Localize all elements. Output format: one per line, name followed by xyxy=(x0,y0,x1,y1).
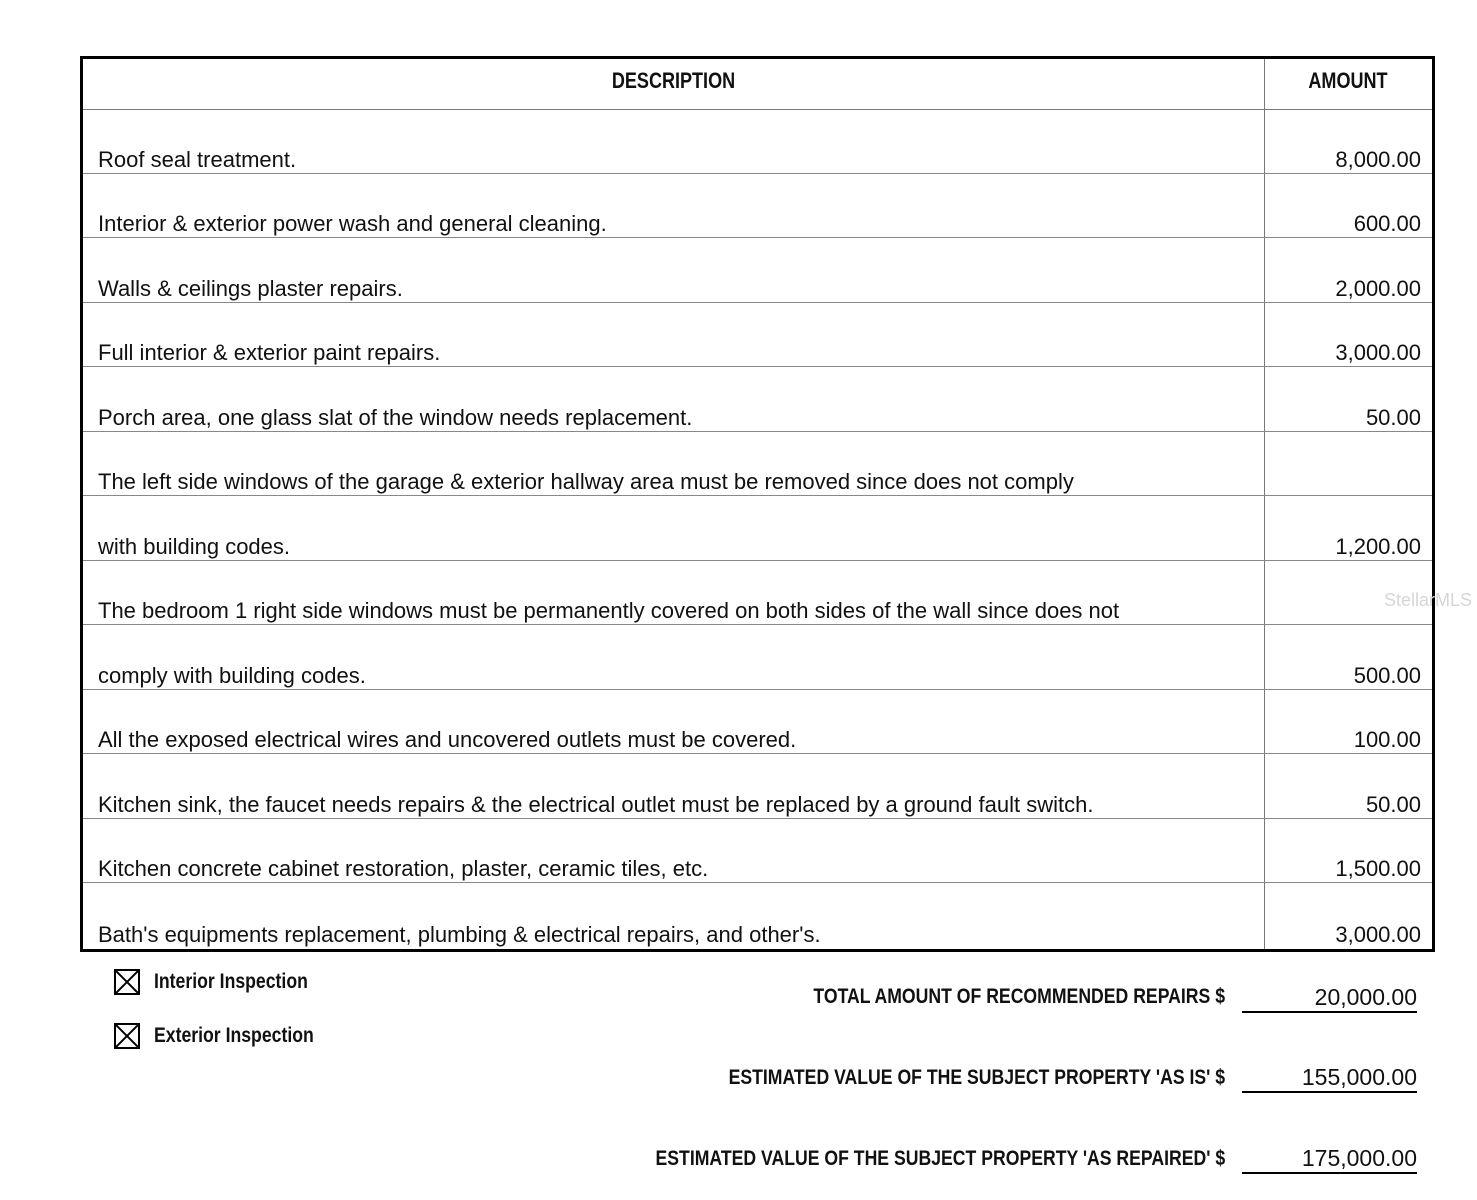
row-description: with building codes. xyxy=(98,534,291,559)
watermark: StellarMLS xyxy=(1384,590,1473,610)
row-amount: 50.00 xyxy=(1365,792,1421,817)
table-row xyxy=(83,884,1432,948)
row-description: Bath's equipments replacement, plumbing & electrical repairs, and other's. xyxy=(98,922,821,947)
table-row xyxy=(83,303,1432,367)
row-description: Kitchen concrete cabinet restoration, plaster, ceramic tiles, etc. xyxy=(98,856,709,881)
as-repaired-value-label: ESTIMATED VALUE OF THE SUBJECT PROPERTY 'AS REPAIRED' $ xyxy=(655,1147,1225,1170)
table-row xyxy=(83,174,1432,238)
row-description: Roof seal treatment. xyxy=(98,147,297,172)
as-is-value: 155,000.00 xyxy=(1242,1063,1417,1093)
row-description: Walls & ceilings plaster repairs. xyxy=(98,276,403,301)
exterior-inspection-label: Exterior Inspection xyxy=(154,1024,314,1047)
row-description: comply with building codes. xyxy=(98,663,366,688)
row-amount: 2,000.00 xyxy=(1335,276,1421,301)
exterior-inspection-checkbox[interactable] xyxy=(114,1023,140,1049)
repairs-table xyxy=(80,56,1435,952)
amount-column-header: AMOUNT xyxy=(1308,68,1388,93)
row-amount: 1,200.00 xyxy=(1335,534,1421,559)
interior-inspection-label: Interior Inspection xyxy=(154,970,308,993)
description-column-header: DESCRIPTION xyxy=(611,68,736,93)
table-row xyxy=(83,239,1432,303)
total-repairs-label: TOTAL AMOUNT OF RECOMMENDED REPAIRS $ xyxy=(813,985,1225,1008)
row-description: The bedroom 1 right side windows must be permanently covered on both sides of the wall since does not xyxy=(98,598,1120,623)
row-amount: 100.00 xyxy=(1353,727,1421,752)
row-amount: 3,000.00 xyxy=(1335,340,1421,365)
as-repaired-value: 175,000.00 xyxy=(1242,1144,1417,1174)
row-amount: 500.00 xyxy=(1353,663,1421,688)
row-amount: 600.00 xyxy=(1353,211,1421,236)
row-amount: 3,000.00 xyxy=(1335,922,1421,947)
table-row xyxy=(83,110,1432,174)
row-description: All the exposed electrical wires and uncovered outlets must be covered. xyxy=(98,727,797,752)
table-row xyxy=(83,755,1432,819)
row-amount: 8,000.00 xyxy=(1335,147,1421,172)
row-amount: 1,500.00 xyxy=(1335,856,1421,881)
check-x-icon xyxy=(116,1025,138,1047)
row-description: Interior & exterior power wash and general cleaning. xyxy=(98,211,607,236)
table-row xyxy=(83,561,1432,625)
table-row xyxy=(83,819,1432,883)
interior-inspection-checkbox[interactable] xyxy=(114,969,140,995)
row-description: Full interior & exterior paint repairs. xyxy=(98,340,441,365)
table-row xyxy=(83,368,1432,432)
row-amount: 50.00 xyxy=(1365,405,1421,430)
table-header xyxy=(83,59,1432,110)
row-description: Kitchen sink, the faucet needs repairs & the electrical outlet must be replaced by a ground fault switch. xyxy=(98,792,1094,817)
row-description: Porch area, one glass slat of the window needs replacement. xyxy=(98,405,693,430)
row-description: The left side windows of the garage & exterior hallway area must be removed since does not comply xyxy=(98,469,1074,494)
check-x-icon xyxy=(116,971,138,993)
table-row xyxy=(83,626,1432,690)
as-is-value-label: ESTIMATED VALUE OF THE SUBJECT PROPERTY 'AS IS' $ xyxy=(728,1066,1225,1089)
table-row xyxy=(83,497,1432,561)
table-row xyxy=(83,690,1432,754)
total-repairs-value: 20,000.00 xyxy=(1242,983,1417,1013)
table-row xyxy=(83,432,1432,496)
